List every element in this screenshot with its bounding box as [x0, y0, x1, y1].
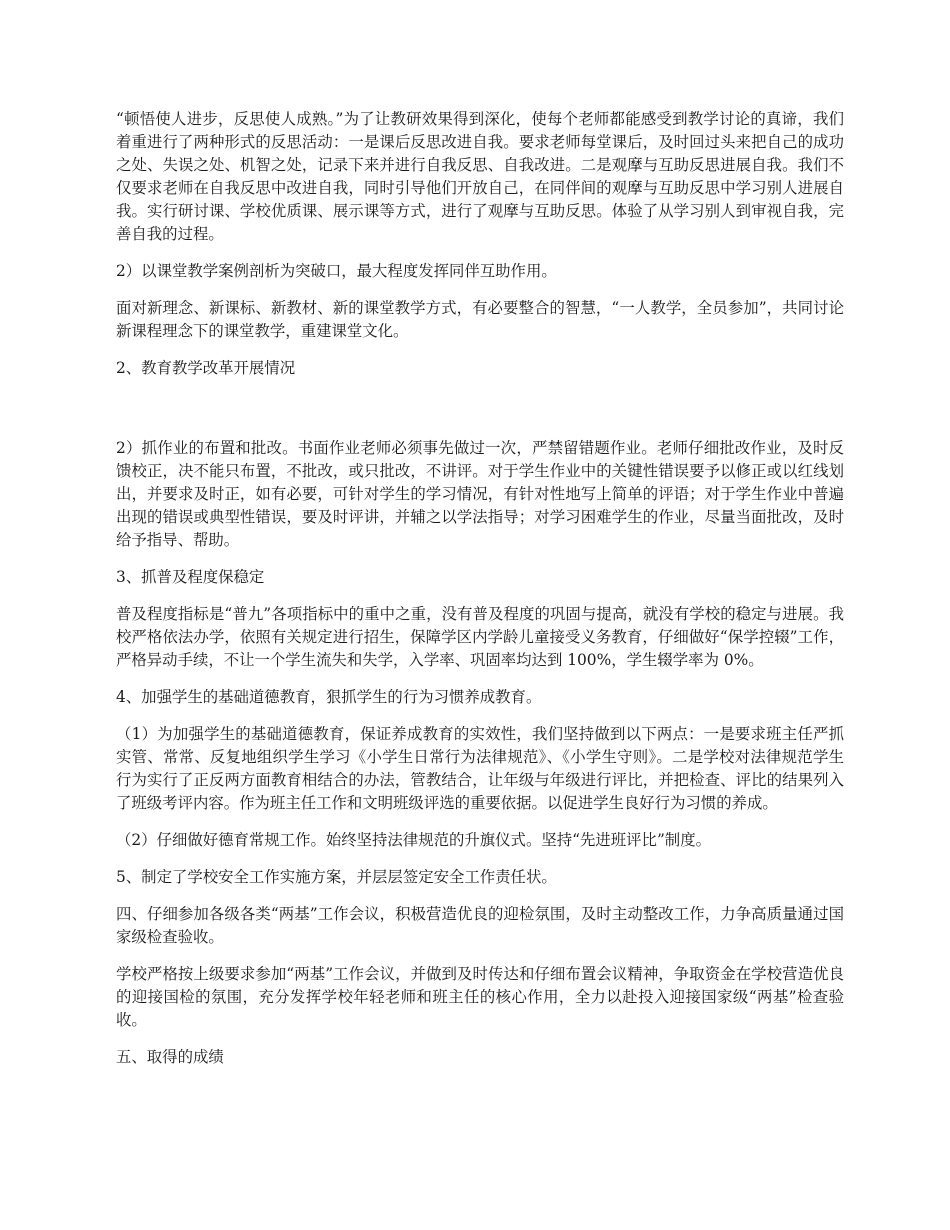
section-heading-moral-education: 4、加强学生的基础道德教育，狠抓学生的行为习惯养成教育。: [116, 688, 542, 706]
paragraph-new-curriculum: 面对新理念、新课标、新教材、新的课堂教学方式，有必要整合的智慧，“一人教学，全员参加”，共同讨论新课程理念下的课堂教学，重建课堂文化。: [116, 299, 844, 340]
section-heading-safety: 5、制定了学校安全工作实施方案，并层层签定安全工作责任状。: [116, 868, 557, 886]
document-body: [116, 108, 844, 1083]
paragraph-popularization: 普及程度指标是“普九”各项指标中的重中之重，没有普及程度的巩固与提高，就没有学校的稳定与进展。我校严格依法办学，依照有关规定进行招生，保障学区内学龄儿童接受义务教育，仔细做好“保学控辍”工作，严格异动手续，不让一个学生流失和失学，入学率、巩固率均达到 100%，学生辍学率为 0%。: [116, 605, 844, 669]
paragraph-case-analysis-heading: 2）以课堂教学案例剖析为突破口，最大程度发挥同伴互助作用。: [116, 262, 557, 280]
paragraph-moral-education-2: （2）仔细做好德育常规工作。始终坚持法律规范的升旗仪式。坚持“先进班评比”制度。: [116, 831, 711, 849]
paragraph-moral-education-1: （1）为加强学生的基础道德教育，保证养成教育的实效性，我们坚持做到以下两点：一是要求班主任严抓实管、常常、反复地组织学生学习《小学生日常行为法律规范》、《小学生守则》。二是学校对法律规范学生行为实行了正反两方面教育相结合的办法，管教结合，让年级与年级进行评比，并把检查、评比的结果列入了班级考评内容。作为班主任工作和文明班级评选的重要依据。以促进学生良好行为习惯的养成。: [116, 725, 844, 812]
section-heading-two-basics: 四、仔细参加各级各类“两基”工作会议，积极营造优良的迎检氛围，及时主动整改工作，力争高质量通过国家级检查验收。: [116, 905, 844, 946]
paragraph-reflection-activities: “顿悟使人进步，反思使人成熟。”为了让教研效果得到深化，使每个老师都能感受到教学讨论的真谛，我们着重进行了两种形式的反思活动：一是课后反思改进自我。要求老师每堂课后，及时回过头来把自己的成功之处、失误之处、机智之处，记录下来并进行自我反思、自我改进。二是观摩与互助反思进展自我。我们不仅要求老师在自我反思中改进自我，同时引导他们开放自己，在同伴间的观摩与互助反思中学习别人进展自我。实行研讨课、学校优质课、展示课等方式，进行了观摩与互助反思。体验了从学习别人到审视自我，完善自我的过程。: [116, 110, 844, 243]
section-heading-popularization: 3、抓普及程度保稳定: [116, 568, 265, 586]
section-heading-achievements: 五、取得的成绩: [116, 1048, 224, 1066]
paragraph-two-basics: 学校严格按上级要求参加“两基”工作会议，并做到及时传达和仔细布置会议精神，争取资金在学校营造优良的迎接国检的氛围，充分发挥学校年轻老师和班主任的核心作用，全力以赴投入迎接国家级“两基”检查验收。: [116, 965, 844, 1029]
blank-spacer: [116, 394, 844, 437]
section-heading-reform: 2、教育教学改革开展情况: [116, 359, 296, 377]
paragraph-homework: 2）抓作业的布置和批改。书面作业老师必须事先做过一次，严禁留错题作业。老师仔细批改作业，及时反馈校正，决不能只布置，不批改，或只批改，不讲评。对于学生作业中的关键性错误要予以修正或以红线划出，并要求及时正，如有必要，可针对学生的学习情况，有针对性地写上简单的评语；对于学生作业中普遍出现的错误或典型性错误，要及时评讲，并辅之以学法指导；对学习困难学生的作业，尽量当面批改，及时给予指导、帮助。: [116, 439, 844, 549]
